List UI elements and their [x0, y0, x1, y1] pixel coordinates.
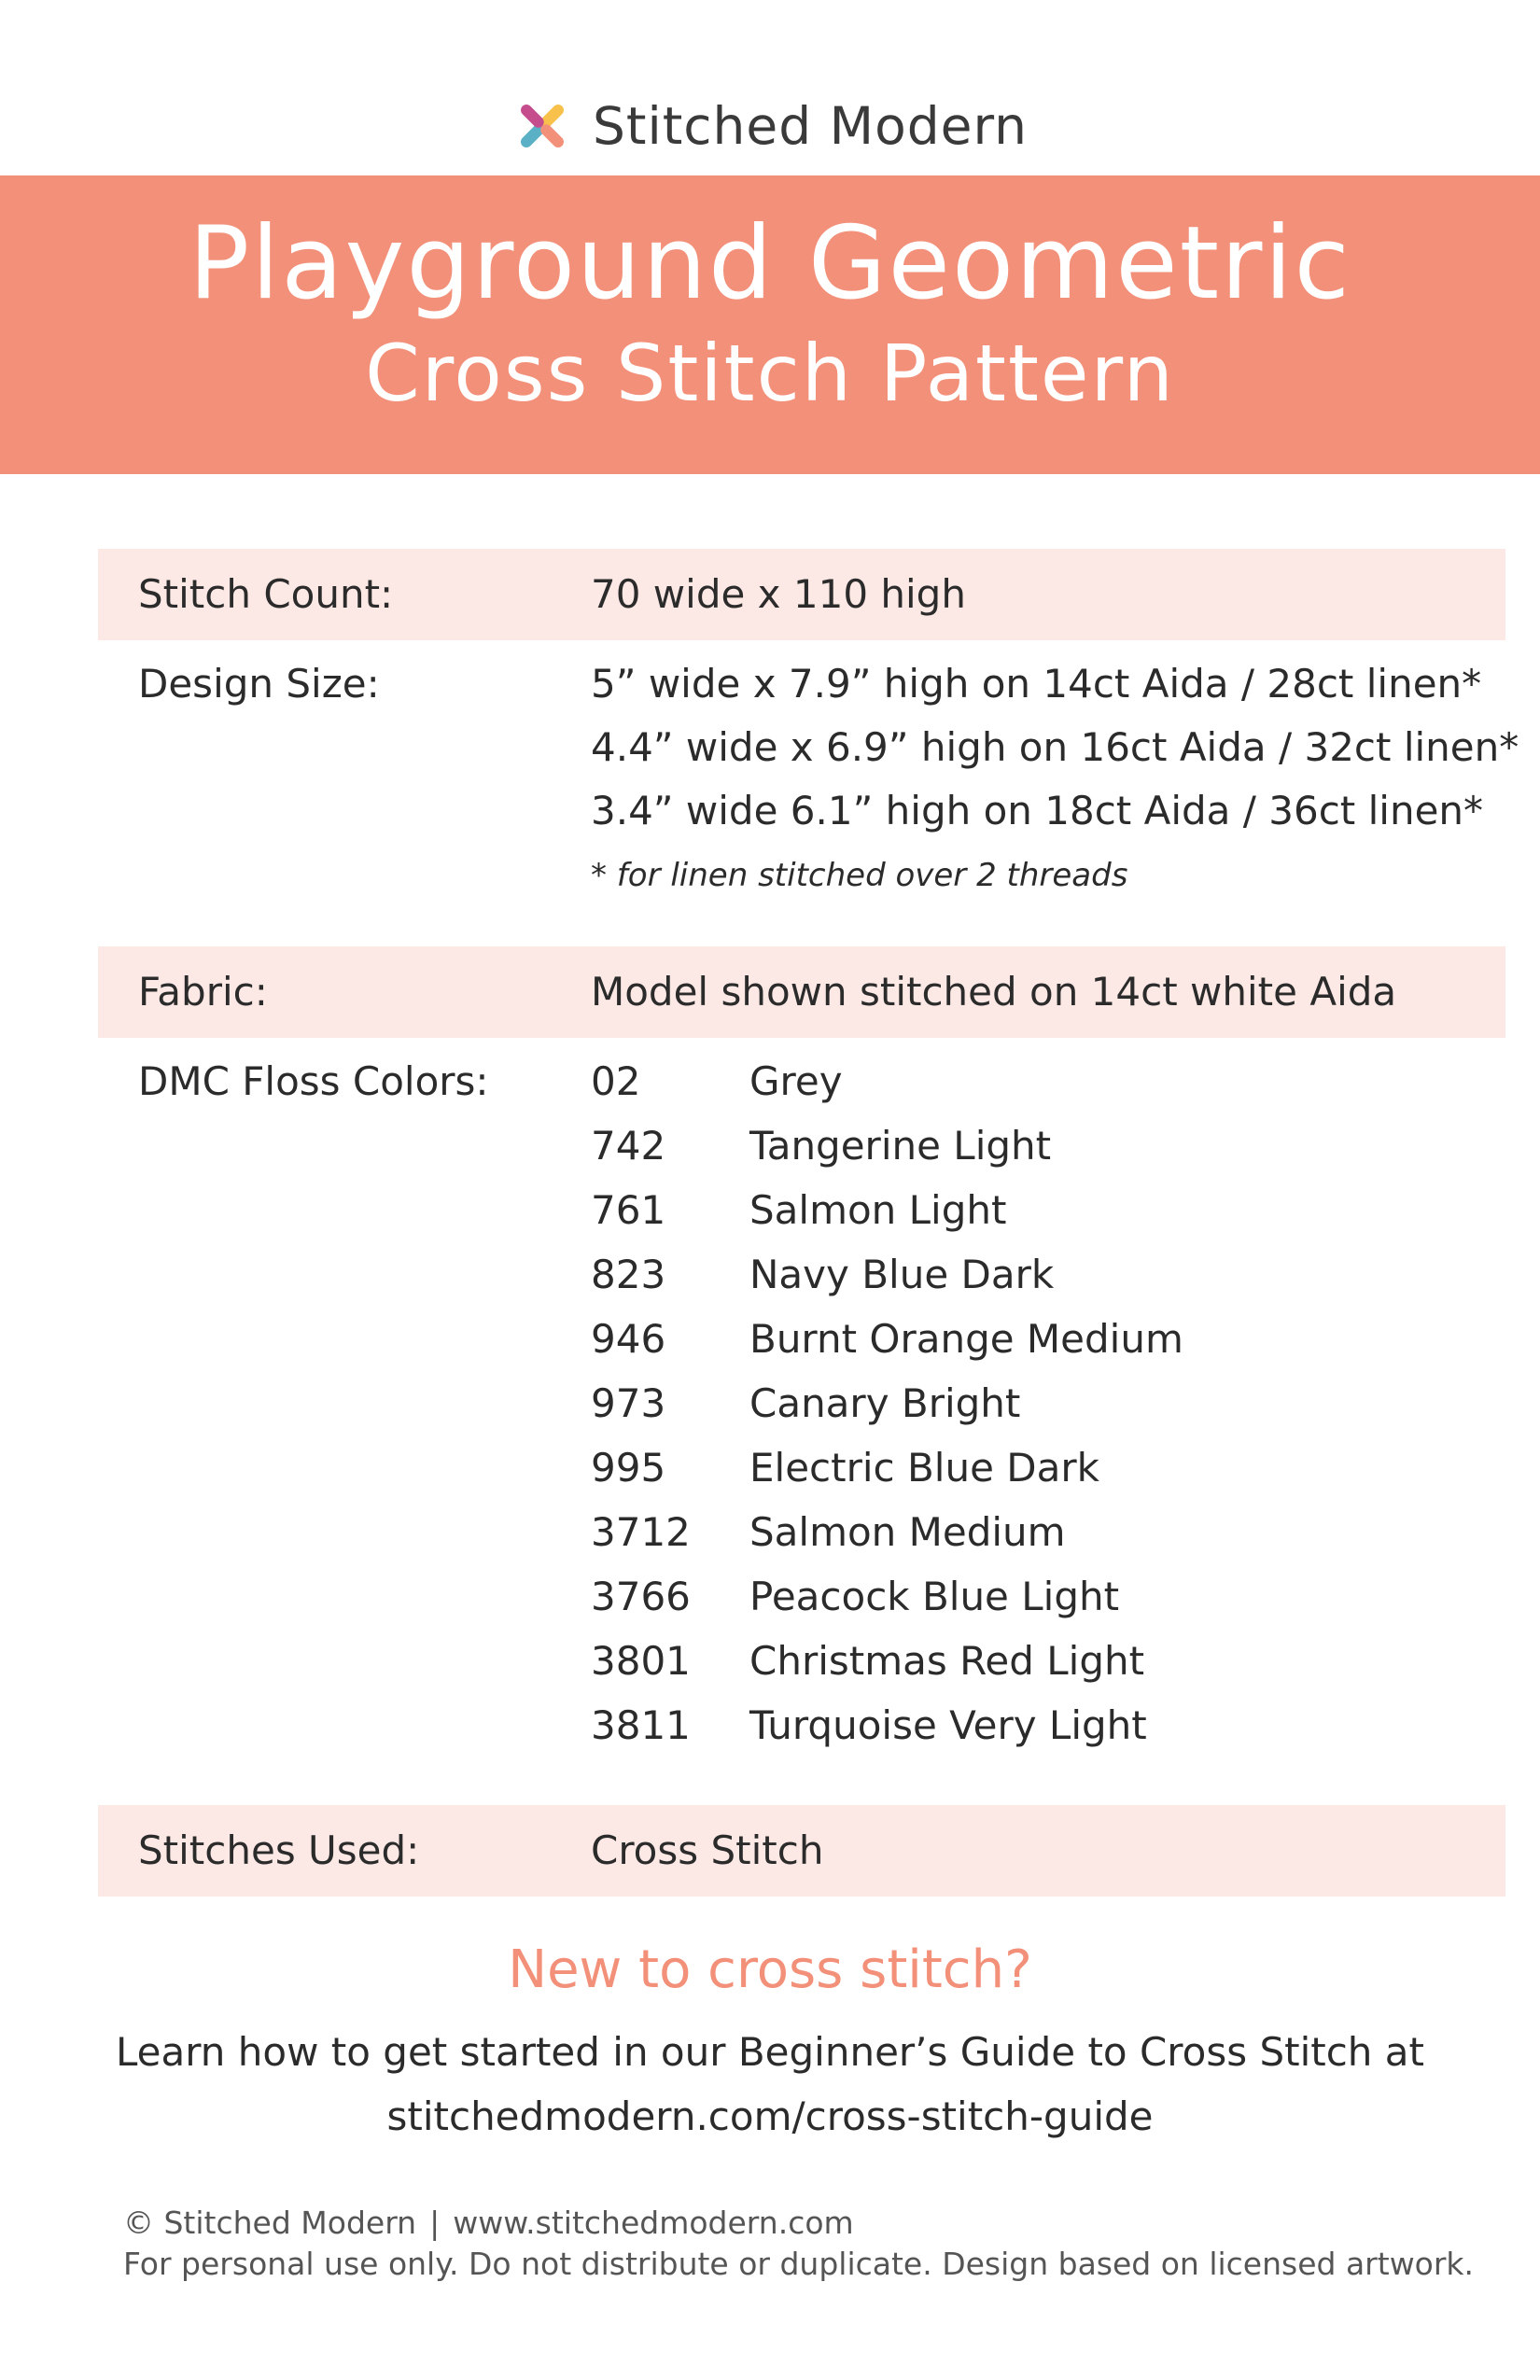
floss-name: Electric Blue Dark — [749, 1445, 1099, 1491]
stitches-used-value: Cross Stitch — [591, 1827, 824, 1873]
floss-code: 946 — [591, 1316, 666, 1362]
floss-code: 973 — [591, 1380, 666, 1426]
stitched-modern-logo-icon — [512, 96, 572, 156]
cta-heading: New to cross stitch? — [508, 1939, 1032, 2000]
floss-code: 3712 — [591, 1509, 691, 1555]
copyright-text: © Stitched Modern — [123, 2205, 417, 2241]
floss-name: Peacock Blue Light — [749, 1574, 1120, 1619]
website-link[interactable]: www.stitchedmodern.com — [453, 2205, 854, 2241]
stitches-used-label: Stitches Used: — [138, 1827, 420, 1873]
floss-code: 823 — [591, 1252, 666, 1297]
brand-name: Stitched Modern — [592, 96, 1028, 156]
brand-header — [0, 84, 1540, 168]
floss-name: Canary Bright — [749, 1380, 1021, 1426]
design-size-note: * for linen stitched over 2 threads — [591, 857, 1128, 894]
design-size-label: Design Size: — [138, 661, 380, 707]
fabric-row — [98, 946, 1505, 1038]
stitches-used-row — [98, 1805, 1505, 1897]
floss-name: Grey — [749, 1058, 843, 1104]
floss-code: 3811 — [591, 1702, 691, 1748]
footer-separator: | — [429, 2205, 441, 2241]
pattern-title: Playground Geometric — [189, 205, 1351, 322]
design-size-line: 5” wide x 7.9” high on 14ct Aida / 28ct linen* — [591, 661, 1482, 707]
floss-code: 02 — [591, 1058, 641, 1104]
footer-copyright-line — [123, 2205, 854, 2241]
design-size-line: 3.4” wide 6.1” high on 18ct Aida / 36ct linen* — [591, 788, 1484, 833]
stitch-count-label: Stitch Count: — [138, 571, 394, 617]
guide-link[interactable]: stitchedmodern.com/cross-stitch-guide — [386, 2093, 1154, 2139]
floss-name: Salmon Medium — [749, 1509, 1066, 1555]
fabric-label: Fabric: — [138, 969, 268, 1015]
stitch-count-row — [98, 549, 1505, 640]
floss-colors-row — [98, 1038, 1505, 1805]
floss-code: 995 — [591, 1445, 666, 1491]
footer-disclaimer: For personal use only. Do not distribute or duplicate. Design based on licensed artwork. — [123, 2246, 1475, 2282]
floss-name: Navy Blue Dark — [749, 1252, 1055, 1297]
specs-table — [98, 549, 1519, 1897]
floss-name: Turquoise Very Light — [749, 1702, 1147, 1748]
floss-code: 761 — [591, 1187, 666, 1233]
title-banner — [0, 175, 1540, 474]
stitch-count-value: 70 wide x 110 high — [591, 571, 966, 617]
floss-colors-label: DMC Floss Colors: — [138, 1058, 489, 1104]
floss-code: 3801 — [591, 1638, 691, 1684]
design-size-row — [98, 640, 1519, 946]
pattern-subtitle: Cross Stitch Pattern — [365, 328, 1175, 419]
design-size-line: 4.4” wide x 6.9” high on 16ct Aida / 32ct linen* — [591, 724, 1519, 770]
fabric-value: Model shown stitched on 14ct white Aida — [591, 969, 1397, 1015]
floss-name: Tangerine Light — [749, 1123, 1052, 1169]
cta-text: Learn how to get started in our Beginner’s Guide to Cross Stitch at — [116, 2029, 1424, 2075]
floss-name: Salmon Light — [749, 1187, 1007, 1233]
floss-name: Christmas Red Light — [749, 1638, 1145, 1684]
floss-code: 3766 — [591, 1574, 691, 1619]
floss-code: 742 — [591, 1123, 666, 1169]
floss-name: Burnt Orange Medium — [749, 1316, 1183, 1362]
